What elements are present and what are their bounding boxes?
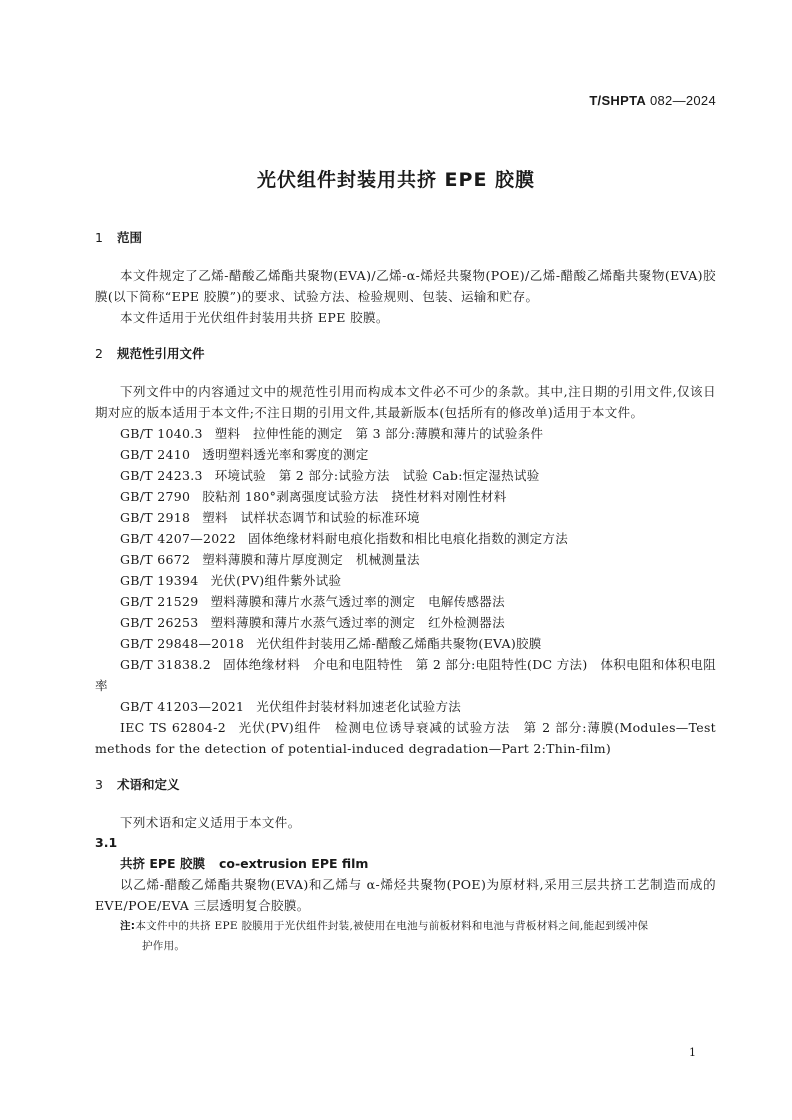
reference-code: GB/T 2790 [120,489,191,504]
reference-item [95,570,716,591]
term-name: 共挤 EPE 胶膜 co-extrusion EPE film [120,856,369,871]
reference-item: GB/T 31838.2 固体绝缘材料 介电和电阻特性 第 2 部分:电阻特性(DC 方法) 体积电阻和体积电阻率 [95,657,717,693]
reference-item [95,465,716,486]
references-intro: 下列文件中的内容通过文中的规范性引用而构成本文件必不可少的条款。其中,注日期的引用文件,仅该日期对应的版本适用于本文件;不注日期的引用文件,其最新版本(包括所有的修改单)适用于本文件。 [95,384,716,420]
page-number: 1 [689,1046,696,1059]
reference-code: GB/T 6672 [120,552,191,567]
reference-item [95,507,716,528]
reference-title: 固体绝缘材料耐电痕化指数和相比电痕化指数的测定方法 [248,531,569,546]
reference-title: 透明塑料透光率和雾度的测定 [202,447,369,462]
reference-item [95,423,716,444]
document-title: 光伏组件封装用共挤 EPE 胶膜 [256,169,536,191]
code-prefix: T/SHPTA [589,93,647,108]
reference-title: 塑料薄膜和薄片水蒸气透过率的测定 电解传感器法 [210,594,505,609]
reference-code: GB/T 2423.3 [120,468,203,483]
reference-code: GB/T 19394 [120,573,199,588]
reference-code: GB/T 26253 [120,615,199,630]
document-code [589,93,716,108]
reference-title: 光伏组件封装用乙烯-醋酸乙烯酯共聚物(EVA)胶膜 [256,636,542,651]
term-definition: 以乙烯-醋酸乙烯酯共聚物(EVA)和乙烯与 α-烯烃共聚物(POE)为原材料,采用三层共挤工艺制造而成的 EVE/POE/EVA 三层透明复合胶膜。 [95,877,716,913]
terms-intro: 下列术语和定义适用于本文件。 [120,815,301,830]
term-note: 注:本文件中的共挤 EPE 胶膜用于光伏组件封装,被使用在电池与前板材料和电池与背板材料之间,能起到缓冲保 [120,920,649,932]
term-number: 3.1 [95,835,118,850]
reference-code: GB/T 4207—2022 [120,531,237,546]
reference-code: GB/T 21529 [120,594,199,609]
reference-item: GB/T 41203—2021 光伏组件封装材料加速老化试验方法 [120,699,462,714]
reference-code: GB/T 1040.3 [120,426,203,441]
reference-item: IEC TS 62804-2 光伏(PV)组件 检测电位诱导衰减的试验方法 第 2 部分:薄膜(Modules—Test methods for the detection of potential-induced degradation—Part 2:Thin-film) [95,720,716,756]
code-number: 082—2024 [649,93,716,108]
section-3-heading: 3 术语和定义 [95,777,180,792]
reference-title: 塑料薄膜和薄片水蒸气透过率的测定 红外检测器法 [210,615,505,630]
reference-item [95,528,716,549]
reference-code: GB/T 2918 [120,510,191,525]
reference-code: GB/T 2410 [120,447,191,462]
section-2-heading: 2 规范性引用文件 [95,346,205,361]
reference-item [95,612,716,633]
reference-code: GB/T 29848—2018 [120,636,245,651]
reference-item [95,549,716,570]
reference-title: 塑料 试样状态调节和试验的标准环境 [202,510,420,525]
reference-title: 塑料 拉伸性能的测定 第 3 部分:薄膜和薄片的试验条件 [214,426,544,441]
reference-list [95,423,716,654]
scope-applicability: 本文件适用于光伏组件封装用共挤 EPE 胶膜。 [120,310,389,325]
reference-item [95,444,716,465]
reference-title: 环境试验 第 2 部分:试验方法 试验 Cab:恒定湿热试验 [214,468,540,483]
scope-paragraph: 本文件规定了乙烯-醋酸乙烯酯共聚物(EVA)/乙烯-α-烯烃共聚物(POE)/乙烯-醋酸乙烯酯共聚物(EVA)胶膜(以下简称“EPE 胶膜”)的要求、试验方法、检验规则、包装、运输和贮存。 [95,268,716,304]
document-body [95,228,716,956]
reference-item [95,633,716,654]
reference-title: 光伏(PV)组件紫外试验 [210,573,342,588]
reference-item [95,591,716,612]
section-1-heading: 1 范围 [95,230,143,245]
reference-title: 胶粘剂 180°剥离强度试验方法 挠性材料对刚性材料 [202,489,507,504]
reference-title: 塑料薄膜和薄片厚度测定 机械测量法 [202,552,420,567]
term-note-continued: 护作用。 [142,940,186,952]
reference-item [95,486,716,507]
